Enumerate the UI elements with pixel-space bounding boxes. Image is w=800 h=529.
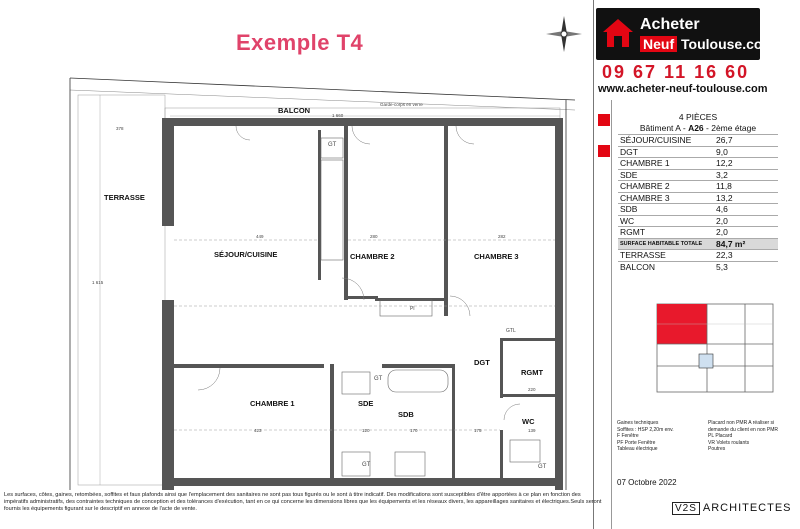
lot-number: A26 [688, 123, 704, 133]
logo-neuf: Neuf [640, 36, 677, 52]
surface-value-cell: 12,2 [714, 158, 778, 170]
room-label-chambre1: CHAMBRE 1 [250, 399, 295, 408]
room-label-sejour: SÉJOUR/CUISINE [214, 250, 278, 259]
table-row [618, 204, 778, 216]
north-arrow-icon [544, 14, 584, 54]
room-name-cell: CHAMBRE 1 [618, 158, 714, 170]
room-label-sdb: SDB [398, 410, 414, 419]
surface-value-cell: 3,2 [714, 169, 778, 181]
dim-ch2: 280 [370, 234, 378, 239]
total-value: 84,7 m² [714, 238, 778, 250]
room-label-sde: SDE [358, 399, 374, 408]
surface-value-cell: 2,0 [714, 215, 778, 227]
room-name-cell: BALCON [618, 261, 714, 272]
legend-item: Gaines techniques [617, 420, 659, 426]
room-label-terrasse: TERRASSE [104, 193, 145, 202]
surface-value-cell: 26,7 [714, 135, 778, 147]
dim-sde: 120 [362, 428, 370, 433]
legend-item: Soffites : HSP 2,20m env. [617, 426, 674, 433]
room-name-cell: DGT [618, 146, 714, 158]
legend-column-1 [617, 420, 704, 453]
surface-value-cell: 13,2 [714, 192, 778, 204]
surface-value-cell: 9,0 [714, 146, 778, 158]
gt-label: GT [362, 462, 371, 468]
dim-terrasse-h: 1 615 [92, 280, 104, 285]
house-icon [601, 16, 635, 50]
red-marker [598, 114, 610, 126]
table-row [618, 146, 778, 158]
disclaimer-text: Les surfaces, côtes, gaines, retombées, soffites et faux plafonds ainsi que l'emplacement des sanitaires ne sont pas tous figurés ou le sont à titre indicatif. Des modifications sont susceptibles d'être apportées à ce plan en fonction des impératifs administratifs, des contraintes techniques de conception et des tolérances d'exécution, tant en ce qui concerne les dimensions libres que les équipements et les réseaux divers, les appareillages sanitaires et électriques.Seuls seront fournis les équipements figurant sur le descriptif en annexe de l'acte de vente. [4, 492, 602, 512]
surface-value-cell: 22,3 [714, 250, 778, 262]
table-row [618, 158, 778, 170]
gtl-label: GTL [506, 328, 516, 334]
total-label: SURFACE HABITABLE TOTALE [618, 238, 714, 250]
room-name-cell: TERRASSE [618, 250, 714, 262]
surface-value-cell: 11,8 [714, 181, 778, 193]
dim-dgt: 175 [474, 428, 482, 433]
table-row [618, 181, 778, 193]
dim-rgmt: 220 [528, 387, 536, 392]
table-row [618, 250, 778, 262]
phone-number: 09 67 11 16 60 [602, 62, 750, 82]
surfaces-grid [618, 134, 778, 272]
room-name-cell: RGMT [618, 227, 714, 239]
table-row [618, 227, 778, 239]
logo-toulouse: Toulouse [681, 36, 743, 52]
table-row [618, 135, 778, 147]
gt-label: GT [374, 376, 383, 382]
building-key-plan [655, 302, 775, 394]
dim-balcon-note: Garde-corps en verre [380, 102, 423, 107]
logo-text-line1: Acheter [640, 16, 700, 33]
table-row-total [618, 238, 778, 250]
room-name-cell: SDB [618, 204, 714, 216]
legend-item: F Fenêtre [617, 433, 639, 439]
dim-balcon: 1 660 [332, 113, 344, 118]
table-header-building: Bâtiment A - A26 - 2ème étage [639, 123, 757, 133]
legend-item: PL Placard [708, 433, 733, 439]
table-row [618, 169, 778, 181]
surface-value-cell: 5,3 [714, 261, 778, 272]
room-name-cell: CHAMBRE 3 [618, 192, 714, 204]
surface-value-cell: 4,6 [714, 204, 778, 216]
legend-item: Poutres [708, 446, 726, 452]
legend-item: Placard non PMR A réaliser si [708, 420, 775, 426]
architect-logo: V2S [672, 502, 700, 515]
surfaces-table [618, 112, 778, 272]
gt-label: GT [328, 142, 337, 148]
website-link[interactable]: www.acheter-neuf-toulouse.com [598, 83, 768, 95]
logo-com: .com [742, 36, 775, 52]
logo-text-line2 [640, 36, 775, 52]
dim-sdb: 170 [410, 428, 418, 433]
room-label-chambre3: CHAMBRE 3 [474, 252, 519, 261]
room-label-dgt: DGT [474, 358, 490, 367]
plan-date: 07 Octobre 2022 [617, 478, 677, 487]
room-name-cell: WC [618, 215, 714, 227]
architect-name: ARCHITECTES [702, 502, 792, 514]
dim-terrasse-w: 378 [116, 126, 124, 131]
legend [617, 420, 795, 453]
room-label-wc: WC [522, 417, 535, 426]
dim-ch3: 282 [498, 234, 506, 239]
red-marker [598, 145, 610, 157]
legend-item: Tableau électrique [617, 446, 658, 452]
room-name-cell: SÉJOUR/CUISINE [618, 135, 714, 147]
page-title: Exemple T4 [236, 30, 364, 55]
room-name-cell: CHAMBRE 2 [618, 181, 714, 193]
dim-sejour: 449 [256, 234, 264, 239]
gt-label: GT [538, 464, 547, 470]
surface-value-cell: 2,0 [714, 227, 778, 239]
table-row [618, 192, 778, 204]
legend-item: PF Porte Fenêtre [617, 439, 656, 446]
room-label-balcon: BALCON [278, 106, 311, 115]
dim-ch1: 423 [254, 428, 262, 433]
legend-item: demande du client en non PMR [708, 426, 779, 433]
legend-column-2 [708, 420, 795, 453]
room-name-cell: SDE [618, 169, 714, 181]
dim-wc: 139 [528, 428, 536, 433]
room-label-chambre2: CHAMBRE 2 [350, 252, 395, 261]
table-header-pieces: 4 PIÈCES [678, 112, 718, 122]
architect-signature [672, 502, 792, 514]
table-row [618, 215, 778, 227]
pl-label: Pl [410, 306, 415, 312]
legend-item: VR Volets roulants [708, 439, 750, 446]
separator-line [593, 0, 594, 529]
separator-line [611, 100, 612, 529]
table-row [618, 261, 778, 272]
room-label-rgmt: RGMT [521, 368, 544, 377]
